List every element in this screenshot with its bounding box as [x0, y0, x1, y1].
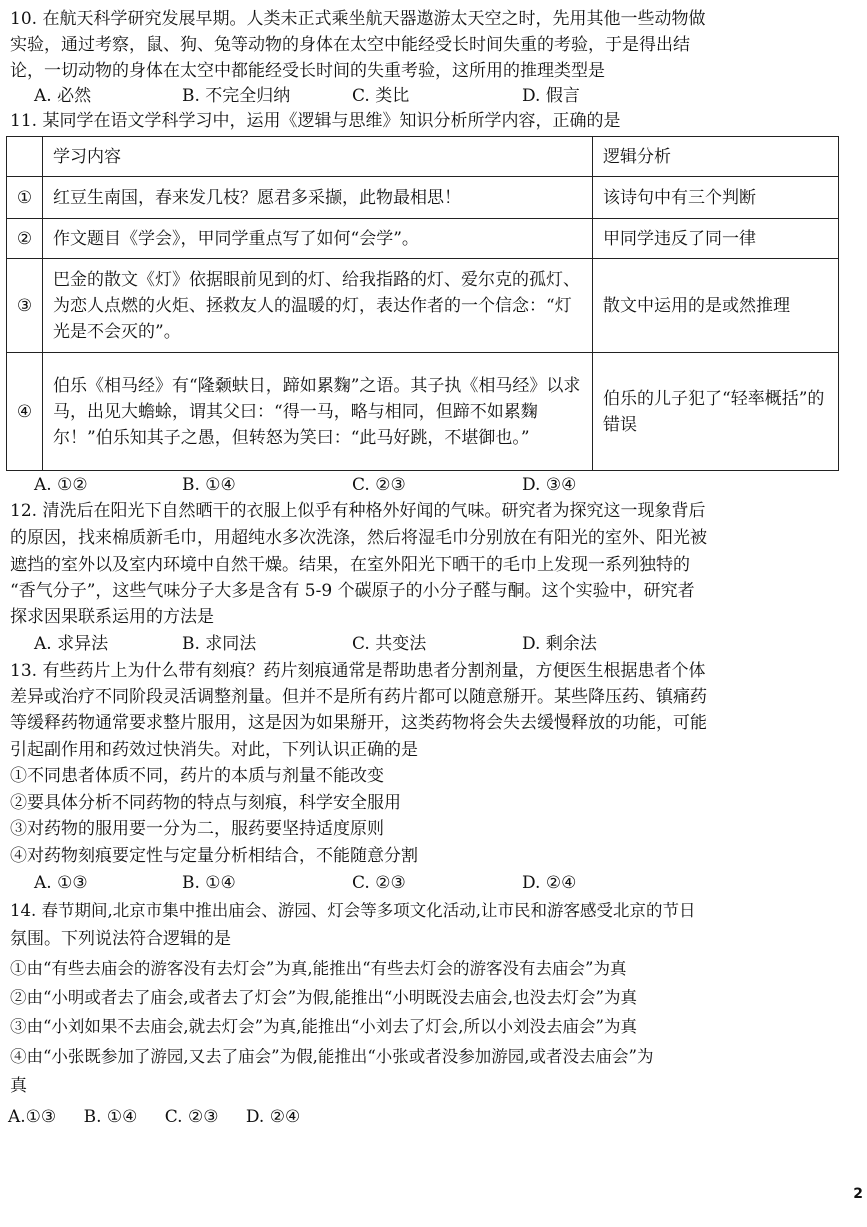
q14-line-2: 氛围。下列说法符合逻辑的是: [10, 929, 231, 949]
row-analysis: 散文中运用的是或然推理: [593, 259, 839, 353]
row-number: ④: [7, 353, 43, 471]
row-content: 巴金的散文《灯》依据眼前见到的灯、给我指路的灯、爱尔克的孤灯、为恋人点燃的火炬、拯救友人的温暖的灯，表达作者的一个信念：“灯光是不会灭的”。: [43, 259, 593, 353]
q12-line-5: 探求因果联系运用的方法是: [10, 607, 214, 627]
q13-option-b: B. ①④: [182, 873, 236, 893]
row-analysis: 甲同学违反了同一律: [593, 219, 839, 259]
q14-line-1: 14. 春节期间,北京市集中推出庙会、游园、灯会等多项文化活动,让市民和游客感受北京的节日: [10, 901, 696, 920]
q10-option-c: C. 类比: [352, 86, 410, 106]
q13-option-a: A. ①③: [34, 873, 88, 893]
q10-line-3: 论，一切动物的身体在太空中都能经受长时间的失重考验，这所用的推理类型是: [10, 61, 605, 81]
q14-options: [8, 1106, 322, 1128]
q12-option-a: A. 求异法: [34, 634, 109, 654]
row-analysis: 该诗句中有三个判断: [593, 177, 839, 219]
q12-option-b: B. 求同法: [182, 634, 257, 654]
q14-option-c: C. ②③: [164, 1107, 219, 1127]
q12-line-4: “香气分子”，这些气味分子大多是含有 5-9 个碳原子的小分子醛与酮。这个实验中，研究者: [10, 581, 695, 601]
row-content: 红豆生南国，春来发几枝？愿君多采撷，此物最相思！: [43, 177, 593, 219]
q13-option-c: C. ②③: [352, 873, 406, 893]
q11-option-a: A. ①②: [34, 475, 88, 495]
q14-statement-4-cont: 真: [10, 1076, 27, 1096]
q14-statement-2: ②由“小明或者去了庙会,或者去了灯会”为假,能推出“小明既没去庙会,也没去灯会”为真: [10, 988, 637, 1007]
table-header-analysis: 逻辑分析: [593, 137, 839, 177]
q13-statement-1: ①不同患者体质不同，药片的本质与剂量不能改变: [10, 766, 384, 786]
page-number: 2: [853, 1186, 863, 1202]
q14-statement-1: ①由“有些去庙会的游客没有去灯会”为真,能推出“有些去灯会的游客没有去庙会”为真: [10, 959, 627, 978]
q12-option-c: C. 共变法: [352, 634, 427, 654]
q14-statement-4: ④由“小张既参加了游园,又去了庙会”为假,能推出“小张或者没参加游园,或者没去庙会”为: [10, 1047, 654, 1066]
q12-line-3: 遮挡的室外以及室内环境中自然干燥。结果，在室外阳光下晒干的毛巾上发现一系列独特的: [10, 555, 690, 575]
table-row: [7, 259, 839, 353]
q11-stem: 11. 某同学在语文学科学习中，运用《逻辑与思维》知识分析所学内容，正确的是: [10, 111, 621, 131]
q14-option-a: A.①③: [8, 1107, 57, 1127]
table-header-content: 学习内容: [43, 137, 593, 177]
q10-option-a: A. 必然: [34, 86, 92, 106]
table-header-row: [7, 137, 839, 177]
q13-line-4: 引起副作用和药效过快消失。对此，下列认识正确的是: [10, 740, 418, 760]
q14-option-b: B. ①④: [83, 1107, 138, 1127]
table-row: [7, 353, 839, 471]
row-content: 作文题目《学会》，甲同学重点写了如何“会学”。: [43, 219, 593, 259]
q14-option-d: D. ②④: [245, 1107, 301, 1127]
row-number: ①: [7, 177, 43, 219]
q13-line-2: 差异或治疗不同阶段灵活调整剂量。但并不是所有药片都可以随意掰开。某些降压药、镇痛药: [10, 687, 707, 707]
row-content: 伯乐《相马经》有“隆颡蚨日，蹄如累麴”之语。其子执《相马经》以求马，出见大蟾蜍，谓其父曰：“得一马，略与相同，但蹄不如累麴尔！”伯乐知其子之愚，但转怒为笑曰：“此马好跳，不堪御也。”: [43, 353, 593, 471]
q13-statement-4: ④对药物刻痕要定性与定量分析相结合，不能随意分割: [10, 846, 418, 866]
q10-option-b: B. 不完全归纳: [182, 86, 291, 106]
row-number: ②: [7, 219, 43, 259]
q13-statement-2: ②要具体分析不同药物的特点与刻痕，科学安全服用: [10, 793, 401, 813]
table-row: [7, 177, 839, 219]
q13-line-1: 13. 有些药片上为什么带有刻痕？药片刻痕通常是帮助患者分割剂量，方便医生根据患者个体: [10, 661, 706, 681]
q12-option-d: D. 剩余法: [522, 634, 597, 654]
row-analysis: 伯乐的儿子犯了“轻率概括”的错误: [593, 353, 839, 471]
q14-statement-3: ③由“小刘如果不去庙会,就去灯会”为真,能推出“小刘去了灯会,所以小刘没去庙会”为真: [10, 1017, 637, 1036]
q11-option-b: B. ①④: [182, 475, 236, 495]
q10-line-1: 10. 在航天科学研究发展早期。人类未正式乘坐航天器遨游太天空之时，先用其他一些动物做: [10, 9, 706, 29]
q11-option-c: C. ②③: [352, 475, 406, 495]
q12-line-2: 的原因，找来棉质新毛巾，用超纯水多次洗涤，然后将湿毛巾分别放在有阳光的室外、阳光被: [10, 528, 707, 548]
q10-line-2: 实验，通过考察，鼠、狗、兔等动物的身体在太空中能经受长时间失重的考验，于是得出结: [10, 35, 690, 55]
table-header-num: [7, 137, 43, 177]
q11-option-d: D. ③④: [522, 475, 577, 495]
q13-option-d: D. ②④: [522, 873, 577, 893]
q13-statement-3: ③对药物的服用要一分为二，服药要坚持适度原则: [10, 819, 384, 839]
row-number: ③: [7, 259, 43, 353]
q11-table: [6, 136, 839, 471]
q12-line-1: 12. 清洗后在阳光下自然晒干的衣服上似乎有种格外好闻的气味。研究者为探究这一现象背后: [10, 501, 706, 521]
q13-line-3: 等缓释药物通常要求整片服用，这是因为如果掰开，这类药物将会失去缓慢释放的功能，可能: [10, 713, 707, 733]
table-row: [7, 219, 839, 259]
q10-option-d: D. 假言: [522, 86, 580, 106]
